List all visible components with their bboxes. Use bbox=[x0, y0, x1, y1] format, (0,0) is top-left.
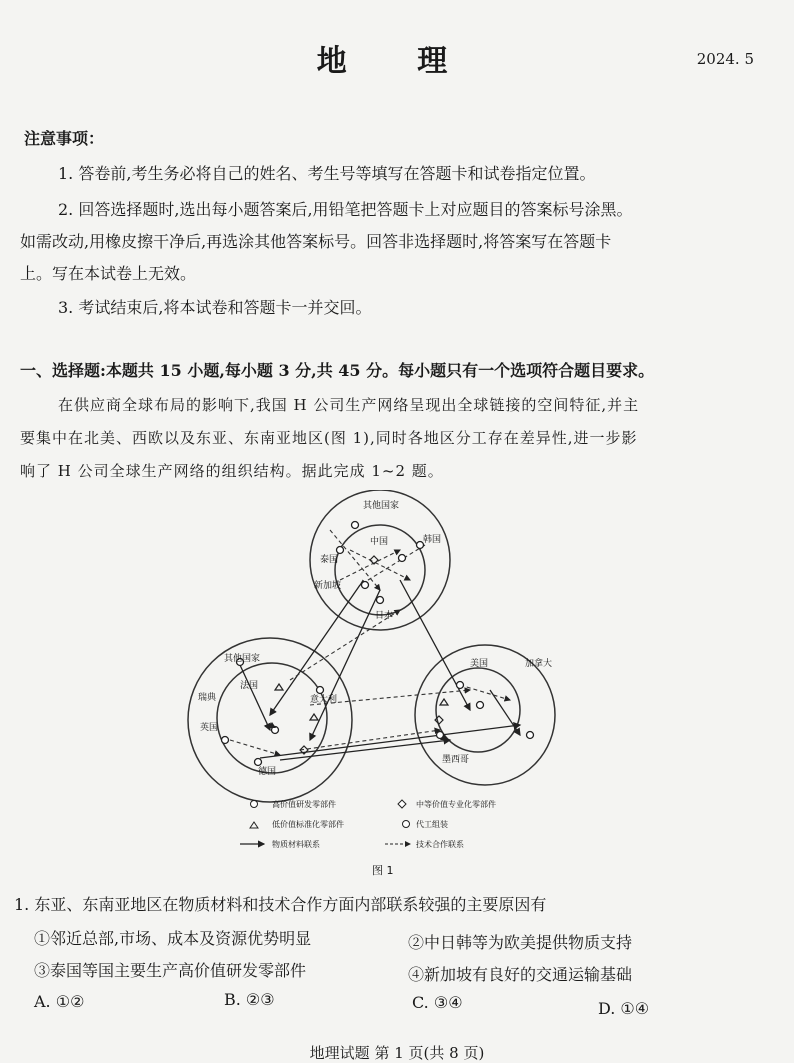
figure-caption: 图 1 bbox=[372, 864, 394, 877]
label-japan: 日本 bbox=[375, 611, 394, 621]
note-item-2-end: 上。写在本试卷上无效。 bbox=[20, 264, 197, 283]
svg-text:高价值研发零部件: 高价值研发零部件 bbox=[272, 800, 336, 809]
label-singapore: 新加坡 bbox=[314, 581, 342, 591]
label-france: 法国 bbox=[240, 681, 259, 691]
section-heading: 一、选择题:本题共 15 小题,每小题 3 分,共 45 分。每小题只有一个选项符合题目要求。 bbox=[20, 361, 655, 380]
choice-c: C. ③④ bbox=[412, 993, 463, 1012]
exam-date: 2024. 5 bbox=[696, 50, 754, 68]
page-footer: 地理试题 第 1 页(共 8 页) bbox=[309, 1044, 485, 1062]
page-title: 地 理 bbox=[316, 44, 478, 79]
notes-heading: 注意事项： bbox=[24, 129, 105, 148]
choice-d: D. ①④ bbox=[598, 999, 650, 1018]
legend bbox=[240, 799, 496, 849]
label-uk: 英国 bbox=[200, 723, 219, 733]
svg-text:中等价值专业化零部件: 中等价值专业化零部件 bbox=[416, 800, 496, 809]
label-asia-other: 其他国家 bbox=[363, 501, 400, 511]
label-canada: 加拿大 bbox=[525, 659, 553, 669]
note-item-1: 1. 答卷前,考生务必将自己的姓名、考生号等填写在答题卡和试卷指定位置。 bbox=[58, 164, 596, 183]
label-mexico: 墨西哥 bbox=[442, 755, 470, 765]
svg-text:低价值标准化零部件: 低价值标准化零部件 bbox=[272, 820, 344, 829]
label-thailand: 泰国 bbox=[320, 555, 339, 565]
intro-line-1: 在供应商全球布局的影响下,我国 H 公司生产网络呈现出全球链接的空间特征,并主 bbox=[58, 396, 640, 414]
america-inner-circle bbox=[436, 668, 520, 752]
statement-3: ③泰国等国主要生产高价值研发零部件 bbox=[34, 961, 307, 980]
intro-line-2: 要集中在北美、西欧以及东亚、东南亚地区(图 1),同时各地区分工存在差异性,进一步影 bbox=[20, 429, 638, 447]
intro-line-3: 响了 H 公司全球生产网络的组织结构。据此完成 1~2 题。 bbox=[20, 462, 444, 480]
question-stem: 1. 东亚、东南亚地区在物质材料和技术合作方面内部联系较强的主要原因有 bbox=[14, 895, 547, 914]
figure-network-diagram bbox=[180, 490, 610, 880]
label-china: 中国 bbox=[370, 537, 389, 547]
statement-4: ④新加坡有良好的交通运输基础 bbox=[408, 965, 633, 984]
choice-a: A. ①② bbox=[34, 992, 85, 1011]
technical-links bbox=[230, 530, 510, 755]
choice-b: B. ②③ bbox=[224, 990, 275, 1009]
label-europe-other: 其他国家 bbox=[224, 654, 261, 664]
svg-text:技术合作联系: 技术合作联系 bbox=[416, 840, 464, 849]
note-item-3: 3. 考试结束后,将本试卷和答题卡一并交回。 bbox=[58, 298, 372, 317]
svg-text:物质材料联系: 物质材料联系 bbox=[272, 840, 320, 849]
label-germany: 德国 bbox=[258, 767, 277, 777]
material-links bbox=[240, 580, 520, 760]
label-korea: 韩国 bbox=[423, 535, 442, 545]
note-item-2-cont: 如需改动,用橡皮擦干净后,再选涂其他答案标号。回答非选择题时,将答案写在答题卡 bbox=[20, 232, 612, 251]
statement-1: ①邻近总部,市场、成本及资源优势明显 bbox=[34, 929, 312, 948]
label-sweden: 瑞典 bbox=[198, 693, 217, 703]
label-italy: 意大利 bbox=[310, 695, 338, 705]
statement-2: ②中日韩等为欧美提供物质支持 bbox=[408, 933, 633, 952]
label-usa: 美国 bbox=[470, 659, 489, 669]
svg-text:代工组装: 代工组装 bbox=[416, 820, 448, 829]
note-item-2: 2. 回答选择题时,选出每小题答案后,用铅笔把答题卡上对应题目的答案标号涂黑。 bbox=[58, 200, 633, 219]
